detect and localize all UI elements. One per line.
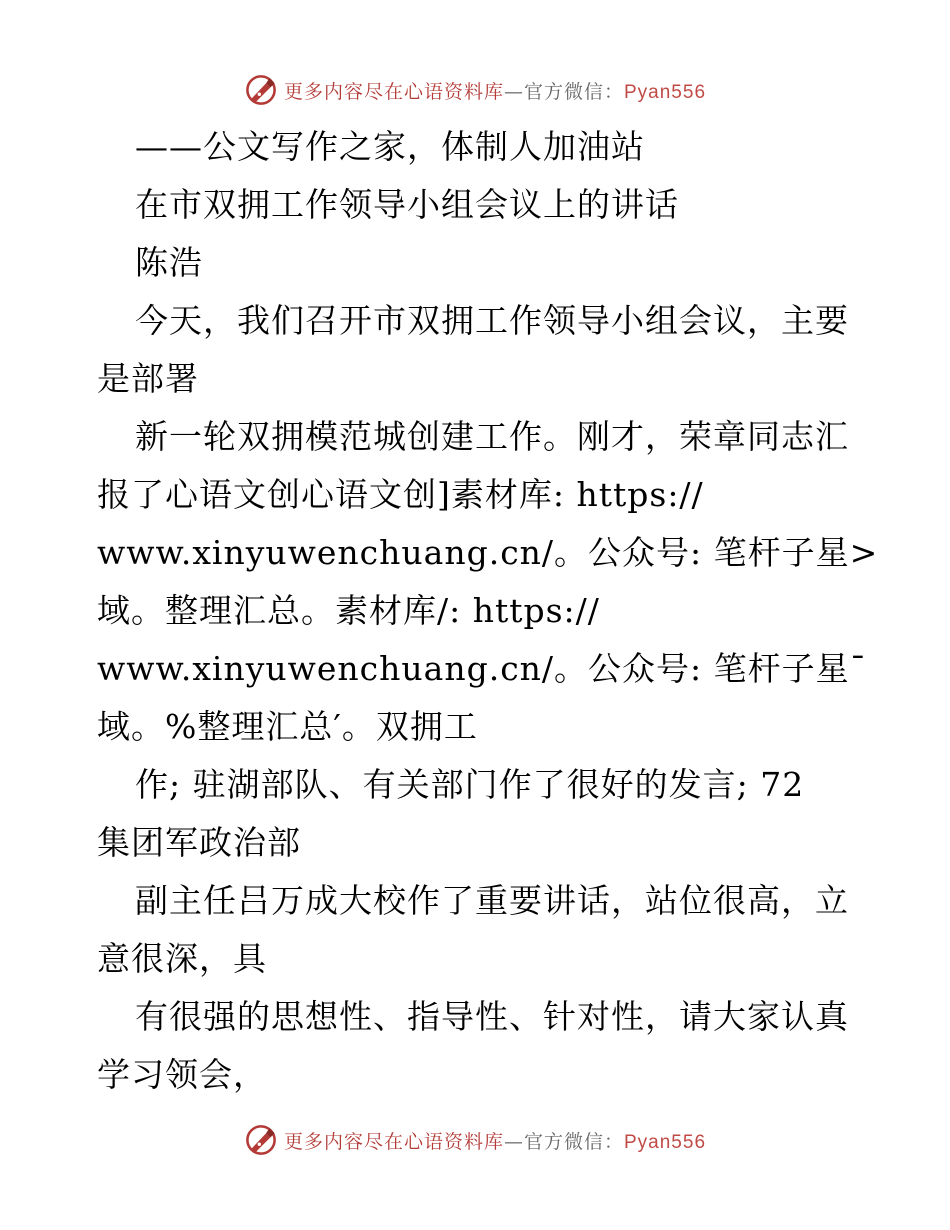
footer-banner — [0, 1120, 950, 1160]
paragraph-line: 作; 驻湖部队、有关部门作了很好的发言; 72 — [135, 765, 805, 804]
paragraph-line: 集团军政治部 — [97, 823, 301, 862]
header-banner — [0, 70, 950, 110]
paragraph-line: 副主任吕万成大校作了重要讲话，站位很高，立 — [135, 881, 849, 920]
paragraph-line: 是部署 — [97, 359, 199, 398]
paragraph-line: 今天，我们召开市双拥工作领导小组会议，主要 — [135, 301, 849, 340]
document-body — [97, 118, 879, 1104]
paragraph-line: www.xinyuwenchuang.cn/。公众号: 笔杆子星¯ — [97, 649, 868, 688]
paragraph-line: 有很强的思想性、指导性、针对性，请大家认真 — [135, 997, 849, 1036]
paragraph-line: 域。%整理汇总′。双拥工 — [97, 707, 478, 746]
subtitle-line: ——公文写作之家，体制人加油站 — [135, 127, 645, 166]
document-title: 在市双拥工作领导小组会议上的讲话 — [135, 185, 679, 224]
pen-nib-icon — [244, 1123, 278, 1157]
paragraph-line: 报了心语文创心语文创]素材库: https:// — [97, 475, 704, 514]
paragraph-line: www.xinyuwenchuang.cn/。公众号: 笔杆子星> — [97, 533, 879, 572]
author-name: 陈浩 — [135, 243, 203, 282]
pen-nib-icon — [244, 73, 278, 107]
paragraph-line: 新一轮双拥模范城创建工作。刚才，荣章同志汇 — [135, 417, 849, 456]
banner-text: 更多内容尽在心语资料库—官方微信：Pyan556 — [283, 80, 707, 103]
paragraph-line: 学习领会， — [97, 1055, 267, 1094]
banner-text: 更多内容尽在心语资料库—官方微信：Pyan556 — [283, 1130, 707, 1153]
paragraph-line: 意很深，具 — [97, 939, 267, 978]
paragraph-line: 域。整理汇总。素材库/: https:// — [97, 591, 600, 630]
